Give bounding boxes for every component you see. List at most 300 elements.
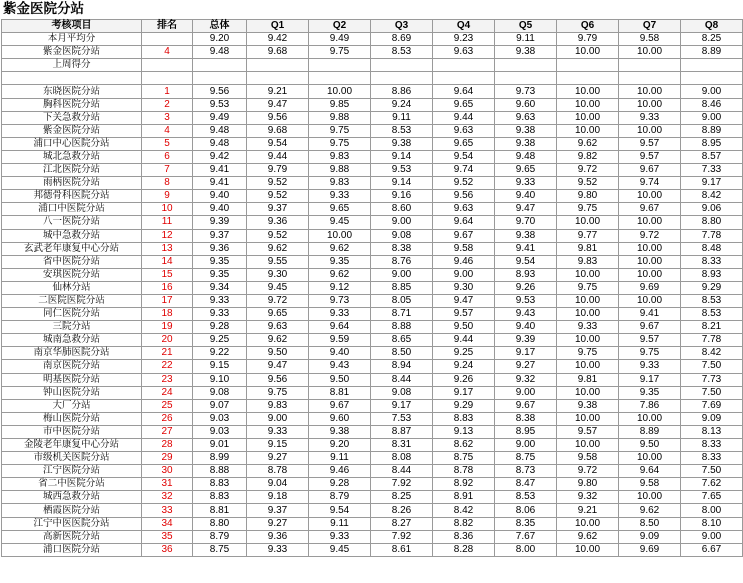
score-cell: 9.38 xyxy=(495,46,557,59)
header-cell: 总体 xyxy=(193,20,247,33)
table-row xyxy=(2,229,743,242)
station-name-cell: 八一医院分站 xyxy=(2,216,142,229)
header-cell: 排名 xyxy=(142,20,193,33)
table-row xyxy=(2,216,743,229)
rank-cell: 20 xyxy=(142,334,193,347)
score-cell: 9.56 xyxy=(433,190,495,203)
score-cell: 9.27 xyxy=(247,517,309,530)
table-row xyxy=(2,255,743,268)
score-cell: 9.55 xyxy=(247,255,309,268)
header-cell: Q4 xyxy=(433,20,495,33)
score-cell: 8.50 xyxy=(619,517,681,530)
score-cell: 9.65 xyxy=(433,137,495,150)
summary-row xyxy=(2,72,743,85)
score-cell: 8.83 xyxy=(193,478,247,491)
score-cell: 9.67 xyxy=(309,399,371,412)
score-cell: 9.63 xyxy=(433,46,495,59)
score-cell: 9.18 xyxy=(247,491,309,504)
score-cell: 9.13 xyxy=(433,425,495,438)
score-cell: 10.00 xyxy=(619,85,681,98)
page-title: 紫金医院分站 xyxy=(3,1,84,17)
station-name-cell: 浦口中心医院分站 xyxy=(2,137,142,150)
score-cell: 9.33 xyxy=(193,308,247,321)
score-cell: 9.54 xyxy=(433,150,495,163)
score-cell: 9.62 xyxy=(557,137,619,150)
score-cell: 7.73 xyxy=(681,373,743,386)
score-cell: 9.08 xyxy=(193,386,247,399)
score-cell: 8.38 xyxy=(495,412,557,425)
score-cell: 9.12 xyxy=(309,281,371,294)
rank-cell: 13 xyxy=(142,242,193,255)
score-cell: 9.14 xyxy=(371,177,433,190)
score-cell: 9.39 xyxy=(193,216,247,229)
score-cell: 8.06 xyxy=(495,504,557,517)
score-cell: 9.28 xyxy=(193,321,247,334)
score-cell: 9.30 xyxy=(433,281,495,294)
station-name-cell: 江宁医院分站 xyxy=(2,465,142,478)
score-cell: 9.44 xyxy=(433,334,495,347)
score-cell: 8.71 xyxy=(371,308,433,321)
score-cell: 9.28 xyxy=(309,478,371,491)
score-cell: 8.75 xyxy=(495,452,557,465)
rank-cell: 19 xyxy=(142,321,193,334)
score-cell: 9.25 xyxy=(433,347,495,360)
header-cell: Q1 xyxy=(247,20,309,33)
score-cell: 9.40 xyxy=(495,190,557,203)
table-row xyxy=(2,412,743,425)
score-cell: 9.75 xyxy=(557,347,619,360)
score-cell: 9.82 xyxy=(557,150,619,163)
score-cell: 9.20 xyxy=(309,439,371,452)
score-cell: 8.42 xyxy=(433,504,495,517)
score-cell: 9.00 xyxy=(371,216,433,229)
score-cell: 9.65 xyxy=(309,203,371,216)
score-cell: 9.58 xyxy=(557,452,619,465)
table-row xyxy=(2,98,743,111)
station-name-cell: 三院分站 xyxy=(2,321,142,334)
score-cell xyxy=(681,59,743,72)
score-cell: 8.79 xyxy=(309,491,371,504)
score-cell xyxy=(557,72,619,85)
table-row xyxy=(2,190,743,203)
table-row xyxy=(2,164,743,177)
score-cell: 9.50 xyxy=(619,439,681,452)
table-row xyxy=(2,85,743,98)
station-name-cell: 邦德骨科医院分站 xyxy=(2,190,142,203)
header-row xyxy=(2,20,743,33)
rank-cell: 18 xyxy=(142,308,193,321)
score-cell: 8.88 xyxy=(193,465,247,478)
score-cell: 9.40 xyxy=(193,203,247,216)
score-cell: 8.53 xyxy=(371,46,433,59)
score-cell: 9.83 xyxy=(309,150,371,163)
station-name-cell: 城西急救分站 xyxy=(2,491,142,504)
table-row xyxy=(2,124,743,137)
score-cell: 9.00 xyxy=(495,439,557,452)
score-cell xyxy=(193,59,247,72)
score-cell: 8.27 xyxy=(371,517,433,530)
score-cell: 8.73 xyxy=(495,465,557,478)
score-cell: 10.00 xyxy=(557,334,619,347)
score-cell: 9.72 xyxy=(247,294,309,307)
header-cell: Q5 xyxy=(495,20,557,33)
score-cell: 9.33 xyxy=(619,360,681,373)
table-body xyxy=(2,33,743,557)
score-cell: 9.47 xyxy=(495,203,557,216)
table-row xyxy=(2,504,743,517)
station-name-cell: 下关急救分站 xyxy=(2,111,142,124)
table-row xyxy=(2,150,743,163)
score-cell: 8.33 xyxy=(681,452,743,465)
rank-cell: 21 xyxy=(142,347,193,360)
score-cell: 9.34 xyxy=(193,281,247,294)
score-cell: 9.74 xyxy=(619,177,681,190)
score-cell: 8.60 xyxy=(371,203,433,216)
score-cell: 9.73 xyxy=(495,85,557,98)
score-cell: 9.23 xyxy=(433,33,495,46)
header-cell: 考核项目 xyxy=(2,20,142,33)
score-cell: 9.65 xyxy=(495,164,557,177)
score-cell: 9.64 xyxy=(619,465,681,478)
score-cell: 9.38 xyxy=(495,229,557,242)
score-cell: 9.33 xyxy=(495,177,557,190)
rank-cell: 25 xyxy=(142,399,193,412)
score-cell: 8.87 xyxy=(371,425,433,438)
table-row xyxy=(2,517,743,530)
score-cell: 9.40 xyxy=(495,321,557,334)
score-cell: 8.92 xyxy=(433,478,495,491)
score-cell: 9.63 xyxy=(247,321,309,334)
station-name-cell: 高新医院分站 xyxy=(2,530,142,543)
score-cell: 10.00 xyxy=(557,360,619,373)
score-cell: 9.62 xyxy=(247,334,309,347)
score-cell: 9.47 xyxy=(247,360,309,373)
score-cell: 8.62 xyxy=(433,439,495,452)
score-cell: 9.14 xyxy=(371,150,433,163)
score-cell: 9.69 xyxy=(619,281,681,294)
score-cell: 9.41 xyxy=(193,164,247,177)
score-cell: 7.69 xyxy=(681,399,743,412)
table-row xyxy=(2,203,743,216)
score-cell: 8.08 xyxy=(371,452,433,465)
score-cell: 9.38 xyxy=(557,399,619,412)
rank-cell: 7 xyxy=(142,164,193,177)
score-cell xyxy=(309,59,371,72)
header-cell: Q2 xyxy=(309,20,371,33)
score-cell: 9.62 xyxy=(247,242,309,255)
score-cell: 8.75 xyxy=(433,452,495,465)
station-name-cell: 浦口中医院分站 xyxy=(2,203,142,216)
score-cell: 9.67 xyxy=(619,164,681,177)
score-cell: 9.67 xyxy=(619,203,681,216)
score-cell xyxy=(681,72,743,85)
rank-cell: 6 xyxy=(142,150,193,163)
score-cell: 10.00 xyxy=(619,46,681,59)
score-cell: 8.00 xyxy=(681,504,743,517)
score-cell: 7.65 xyxy=(681,491,743,504)
score-cell: 9.83 xyxy=(309,177,371,190)
score-cell: 9.54 xyxy=(495,255,557,268)
score-cell: 9.16 xyxy=(371,190,433,203)
rank-cell: 29 xyxy=(142,452,193,465)
score-cell: 10.00 xyxy=(619,294,681,307)
rank-cell: 16 xyxy=(142,281,193,294)
score-cell: 9.65 xyxy=(433,98,495,111)
score-cell: 9.35 xyxy=(193,255,247,268)
summary-row xyxy=(2,59,743,72)
score-cell: 9.30 xyxy=(247,268,309,281)
score-cell: 8.69 xyxy=(371,33,433,46)
score-cell xyxy=(495,72,557,85)
score-cell: 9.00 xyxy=(681,85,743,98)
station-name-cell: 江北医院分站 xyxy=(2,164,142,177)
score-cell: 9.22 xyxy=(193,347,247,360)
score-cell: 9.47 xyxy=(247,98,309,111)
score-cell: 9.42 xyxy=(193,150,247,163)
score-cell: 8.25 xyxy=(681,33,743,46)
score-cell: 10.00 xyxy=(619,242,681,255)
score-cell: 9.88 xyxy=(309,111,371,124)
score-cell: 10.00 xyxy=(557,439,619,452)
score-cell: 8.89 xyxy=(681,124,743,137)
score-cell: 8.93 xyxy=(495,268,557,281)
score-cell: 9.08 xyxy=(371,386,433,399)
score-cell: 9.52 xyxy=(247,190,309,203)
score-cell: 9.33 xyxy=(309,190,371,203)
score-cell: 9.75 xyxy=(557,281,619,294)
score-cell: 9.29 xyxy=(681,281,743,294)
score-cell xyxy=(193,72,247,85)
score-cell: 9.50 xyxy=(247,347,309,360)
score-cell xyxy=(247,59,309,72)
score-cell: 8.33 xyxy=(681,255,743,268)
score-cell: 8.42 xyxy=(681,347,743,360)
score-cell: 8.33 xyxy=(681,439,743,452)
score-cell: 9.60 xyxy=(309,412,371,425)
table-row xyxy=(2,543,743,556)
score-cell xyxy=(247,72,309,85)
score-cell: 9.17 xyxy=(433,386,495,399)
score-cell: 8.50 xyxy=(371,347,433,360)
score-cell: 9.45 xyxy=(309,543,371,556)
rank-cell: 27 xyxy=(142,425,193,438)
score-cell: 9.36 xyxy=(193,242,247,255)
header-cell: Q6 xyxy=(557,20,619,33)
score-cell: 9.43 xyxy=(309,360,371,373)
score-cell: 8.44 xyxy=(371,465,433,478)
score-cell: 8.31 xyxy=(371,439,433,452)
score-cell: 9.17 xyxy=(681,177,743,190)
score-cell: 8.38 xyxy=(371,242,433,255)
score-cell: 9.52 xyxy=(247,177,309,190)
score-cell: 9.15 xyxy=(247,439,309,452)
score-cell: 9.03 xyxy=(193,412,247,425)
score-cell: 8.10 xyxy=(681,517,743,530)
score-cell: 9.11 xyxy=(309,517,371,530)
score-cell: 8.25 xyxy=(371,491,433,504)
station-name-cell xyxy=(2,72,142,85)
score-cell: 9.40 xyxy=(309,347,371,360)
score-cell: 7.50 xyxy=(681,386,743,399)
score-cell: 9.21 xyxy=(557,504,619,517)
score-cell: 9.20 xyxy=(193,33,247,46)
score-cell: 9.48 xyxy=(193,137,247,150)
score-cell: 9.48 xyxy=(495,150,557,163)
table-row xyxy=(2,268,743,281)
score-cell: 9.38 xyxy=(371,137,433,150)
score-cell: 6.67 xyxy=(681,543,743,556)
score-cell: 9.58 xyxy=(433,242,495,255)
score-cell: 9.39 xyxy=(495,334,557,347)
score-cell: 9.83 xyxy=(247,399,309,412)
score-cell: 9.36 xyxy=(247,530,309,543)
score-cell: 9.63 xyxy=(433,124,495,137)
score-cell: 9.48 xyxy=(193,124,247,137)
table-row xyxy=(2,321,743,334)
score-cell: 8.76 xyxy=(371,255,433,268)
score-cell: 9.10 xyxy=(193,373,247,386)
score-cell: 8.13 xyxy=(681,425,743,438)
rank-cell: 35 xyxy=(142,530,193,543)
rank-cell: 11 xyxy=(142,216,193,229)
score-cell: 9.35 xyxy=(309,255,371,268)
score-cell: 9.33 xyxy=(557,321,619,334)
rank-cell: 15 xyxy=(142,268,193,281)
score-cell: 8.85 xyxy=(371,281,433,294)
station-name-cell: 省二中医院分站 xyxy=(2,478,142,491)
score-cell: 8.57 xyxy=(681,150,743,163)
score-cell: 9.75 xyxy=(309,46,371,59)
station-name-cell: 胸科医院分站 xyxy=(2,98,142,111)
table-row xyxy=(2,334,743,347)
station-name-cell: 紫金医院分站 xyxy=(2,124,142,137)
station-name-cell: 金陵老年康复中心分站 xyxy=(2,439,142,452)
score-cell: 10.00 xyxy=(309,229,371,242)
score-cell: 9.37 xyxy=(193,229,247,242)
score-cell: 9.64 xyxy=(433,85,495,98)
table-row xyxy=(2,177,743,190)
rank-cell: 8 xyxy=(142,177,193,190)
score-cell: 8.86 xyxy=(371,85,433,98)
score-cell: 9.57 xyxy=(619,334,681,347)
score-cell: 10.00 xyxy=(619,452,681,465)
score-cell: 9.56 xyxy=(247,111,309,124)
score-cell: 8.53 xyxy=(495,491,557,504)
score-cell: 9.00 xyxy=(247,412,309,425)
score-cell: 9.41 xyxy=(495,242,557,255)
score-cell: 9.67 xyxy=(619,321,681,334)
score-cell: 9.79 xyxy=(247,164,309,177)
score-cell: 9.70 xyxy=(495,216,557,229)
table-row xyxy=(2,360,743,373)
score-cell: 8.81 xyxy=(309,386,371,399)
score-cell: 8.21 xyxy=(681,321,743,334)
score-cell: 9.75 xyxy=(247,386,309,399)
score-cell: 9.77 xyxy=(557,229,619,242)
score-cell: 9.38 xyxy=(309,425,371,438)
score-cell: 9.21 xyxy=(247,85,309,98)
score-cell: 8.93 xyxy=(681,268,743,281)
rank-cell: 30 xyxy=(142,465,193,478)
score-cell: 8.47 xyxy=(495,478,557,491)
score-cell: 9.43 xyxy=(495,308,557,321)
score-cell xyxy=(309,72,371,85)
rank-cell: 12 xyxy=(142,229,193,242)
table-row xyxy=(2,111,743,124)
score-cell: 9.00 xyxy=(433,268,495,281)
score-cell: 9.49 xyxy=(193,111,247,124)
score-cell: 8.00 xyxy=(495,543,557,556)
score-cell: 9.75 xyxy=(309,124,371,137)
rank-cell: 5 xyxy=(142,137,193,150)
score-cell: 9.75 xyxy=(619,347,681,360)
station-name-cell: 明基医院分站 xyxy=(2,373,142,386)
score-cell: 7.86 xyxy=(619,399,681,412)
score-cell: 8.42 xyxy=(681,190,743,203)
score-cell: 9.44 xyxy=(247,150,309,163)
score-cell: 7.33 xyxy=(681,164,743,177)
score-cell: 9.80 xyxy=(557,478,619,491)
station-name-cell: 二医院医院分站 xyxy=(2,294,142,307)
table-row xyxy=(2,478,743,491)
table-row xyxy=(2,294,743,307)
station-name-cell: 本月平均分 xyxy=(2,33,142,46)
score-cell: 10.00 xyxy=(557,412,619,425)
station-name-cell: 仙林分站 xyxy=(2,281,142,294)
score-cell: 8.99 xyxy=(193,452,247,465)
score-cell: 7.53 xyxy=(371,412,433,425)
score-cell: 8.65 xyxy=(371,334,433,347)
score-cell: 9.11 xyxy=(309,452,371,465)
rank-cell: 9 xyxy=(142,190,193,203)
score-cell: 9.09 xyxy=(619,530,681,543)
table-row xyxy=(2,308,743,321)
station-name-cell: 城中急救分站 xyxy=(2,229,142,242)
score-cell: 9.03 xyxy=(193,425,247,438)
score-cell: 8.80 xyxy=(681,216,743,229)
score-cell: 9.64 xyxy=(309,321,371,334)
score-cell: 9.67 xyxy=(495,399,557,412)
station-name-cell: 钟山医院分站 xyxy=(2,386,142,399)
score-cell xyxy=(619,72,681,85)
score-cell: 9.83 xyxy=(557,255,619,268)
score-cell: 10.00 xyxy=(557,85,619,98)
score-cell: 9.29 xyxy=(433,399,495,412)
score-cell xyxy=(433,72,495,85)
score-cell: 9.73 xyxy=(309,294,371,307)
score-cell: 9.44 xyxy=(433,111,495,124)
score-cell: 9.24 xyxy=(371,98,433,111)
score-cell: 9.47 xyxy=(433,294,495,307)
station-name-cell: 浦口医院分站 xyxy=(2,543,142,556)
station-name-cell: 上周得分 xyxy=(2,59,142,72)
score-cell xyxy=(433,59,495,72)
score-cell: 10.00 xyxy=(557,111,619,124)
score-cell: 9.17 xyxy=(371,399,433,412)
score-cell: 8.36 xyxy=(433,530,495,543)
station-name-cell: 紫金医院分站 xyxy=(2,46,142,59)
score-cell: 10.00 xyxy=(309,85,371,98)
score-cell: 7.50 xyxy=(681,360,743,373)
score-cell: 8.95 xyxy=(495,425,557,438)
score-cell: 9.00 xyxy=(681,111,743,124)
score-cell: 9.24 xyxy=(433,360,495,373)
station-name-cell: 雨柄医院分站 xyxy=(2,177,142,190)
score-cell: 8.88 xyxy=(371,321,433,334)
rank-cell xyxy=(142,33,193,46)
score-cell: 8.53 xyxy=(681,308,743,321)
score-cell: 9.46 xyxy=(309,465,371,478)
